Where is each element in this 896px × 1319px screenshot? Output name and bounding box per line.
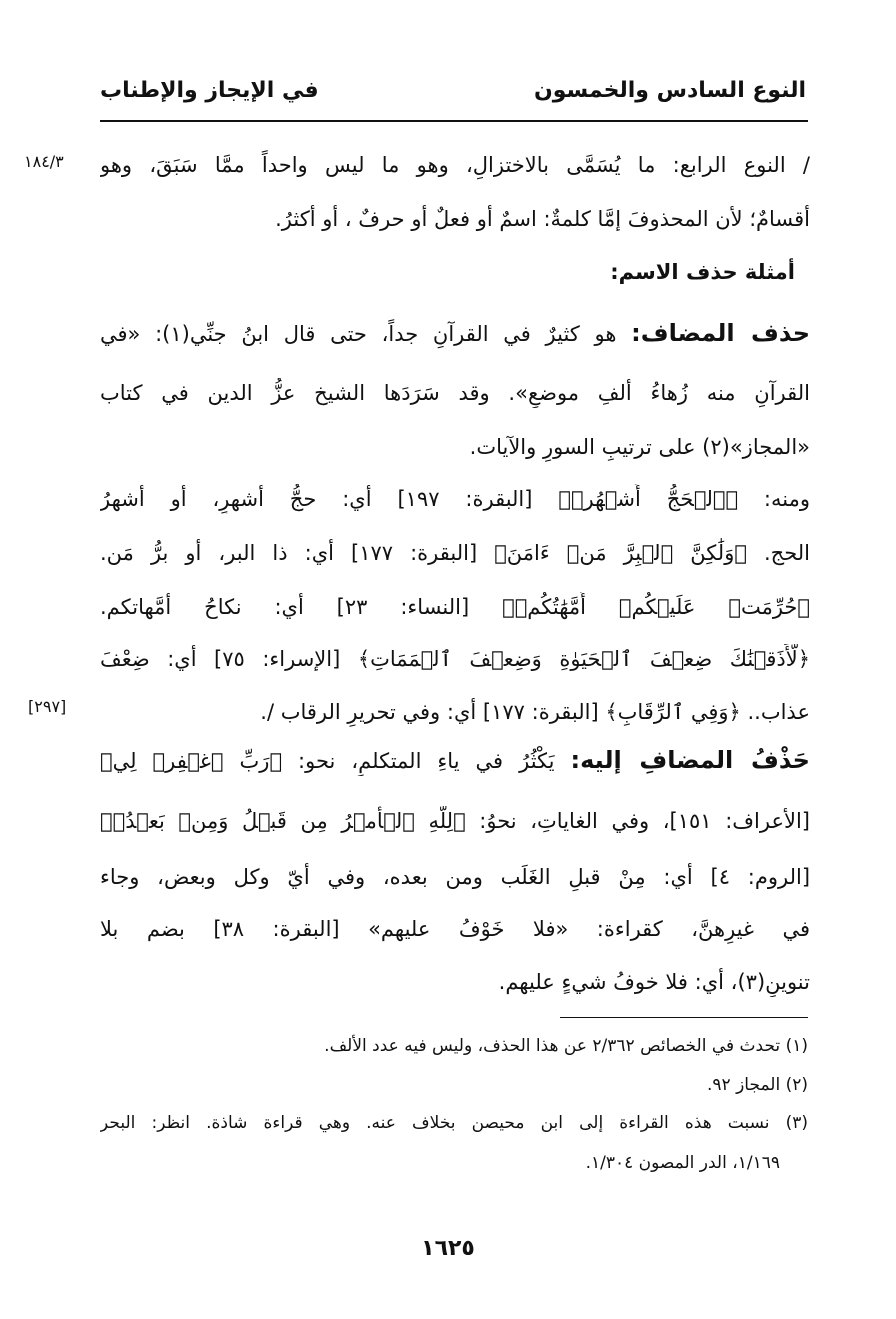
margin-page-ref: [٢٩٧] bbox=[28, 697, 67, 716]
section-heading-examples: أمثلة حذف الاسم: bbox=[610, 260, 795, 284]
footnote-3-continued: ١/١٦٩، الدر المصون ١/٣٠٤. bbox=[585, 1153, 780, 1173]
body-line-12-text: يَكْثُرُ في ياءِ المتكلمِ، نحو: ﴿رَبِّ ٱغۡفِرۡ لِي﴾ bbox=[100, 749, 555, 773]
footnote-3: (٣) نسبت هذه القراءة إلى ابن محيصن بخلاف عنه. وهي قراءة شاذة. انظر: البحر bbox=[100, 1113, 808, 1133]
body-line-2: أقسامٌ؛ لأن المحذوفَ إمَّا كلمةٌ: اسمٌ أو فعلٌ أو حرفٌ ، أو أكثرُ. bbox=[275, 207, 810, 231]
footnote-1: (١) تحدث في الخصائص ٢/٣٦٢ عن هذا الحذف، وليس فيه عدد الألف. bbox=[324, 1036, 808, 1056]
footnote-rule bbox=[560, 1017, 808, 1018]
body-line-15: في غيرِهنَّ، كقراءة: «فلا خَوْفُ عليهم» [البقرة: ٣٨] بضم بلا bbox=[100, 917, 810, 941]
margin-volume-ref: ١٨٤/٣ bbox=[24, 152, 64, 171]
section-title: في الإيجاز والإطناب bbox=[100, 78, 319, 103]
footnote-2: (٢) المجاز ٩٢. bbox=[707, 1075, 808, 1095]
body-line-7: ومنه: ﴿ٱلۡحَجُّ أَشۡهُرٞ﴾ [البقرة: ١٩٧] أي: حجُّ أشهرٍ، أو أشهرُ bbox=[100, 487, 810, 511]
body-line-5: القرآنِ منه زُهاءُ ألفِ موضعٍ». وقد سَرَدَها الشيخ عزُّ الدين في كتاب bbox=[100, 381, 810, 405]
page-number: ١٦٢٥ bbox=[421, 1236, 475, 1261]
body-line-6: «المجاز»(٢) على ترتيبِ السورِ والآيات. bbox=[469, 435, 810, 459]
running-head bbox=[100, 78, 806, 118]
body-line-14: [الروم: ٤] أي: مِنْ قبلِ الغَلَب ومن بعده، وفي أيّ وكل وبعض، وجاء bbox=[100, 865, 810, 889]
body-line-1: / النوع الرابع: ما يُسَمَّى بالاختزالِ، وهو ما ليس واحداً ممَّا سَبَقَ، وهو bbox=[100, 153, 810, 177]
body-line-8: الحج. ﴿وَلَٰكِنَّ ٱلۡبِرَّ مَنۡ ءَامَنَ﴾ [البقرة: ١٧٧] أي: ذا البر، أو برُّ مَن. bbox=[100, 541, 810, 565]
body-line-11: عذاب.. ﴿وَفِي ٱلرِّقَابِ﴾ [البقرة: ١٧٧] أي: وفي تحريرِ الرقاب /. bbox=[260, 700, 810, 724]
body-line-16: تنوينٍ(٣)، أي: فلا خوفُ شيءٍ عليهم. bbox=[498, 970, 810, 994]
body-line-12 bbox=[100, 745, 810, 776]
body-line-10: ﴿لَّأَذَقۡنَٰكَ ضِعۡفَ ٱلۡحَيَوٰةِ وَضِعۡفَ ٱلۡمَمَاتِ﴾ [الإسراء: ٧٥] أي: ضِعْفَ bbox=[100, 647, 810, 671]
body-line-9: ﴿حُرِّمَتۡ عَلَيۡكُمۡ أُمَّهَٰتُكُمۡ﴾ [النساء: ٢٣] أي: نكاحُ أمَّهاتكم. bbox=[100, 595, 810, 619]
body-line-4-text: هو كثيرٌ في القرآنِ جداً، حتى قال ابنُ جنِّي(١): «في bbox=[100, 322, 617, 346]
body-line-13: [الأعراف: ١٥١]، وفي الغاياتِ، نحوُ: ﴿لِلَّهِ ٱلۡأَمۡرُ مِن قَبۡلُ وَمِنۢ بَعۡدُۚ﴾ bbox=[100, 809, 810, 833]
term-mudaf-ilayh-deletion: حَذْفُ المضافِ إليه: bbox=[570, 746, 810, 774]
term-mudaf-deletion: حذف المضاف: bbox=[631, 319, 810, 347]
chapter-title: النوع السادس والخمسون bbox=[533, 78, 806, 103]
body-line-4 bbox=[100, 318, 810, 349]
header-rule bbox=[100, 120, 808, 122]
